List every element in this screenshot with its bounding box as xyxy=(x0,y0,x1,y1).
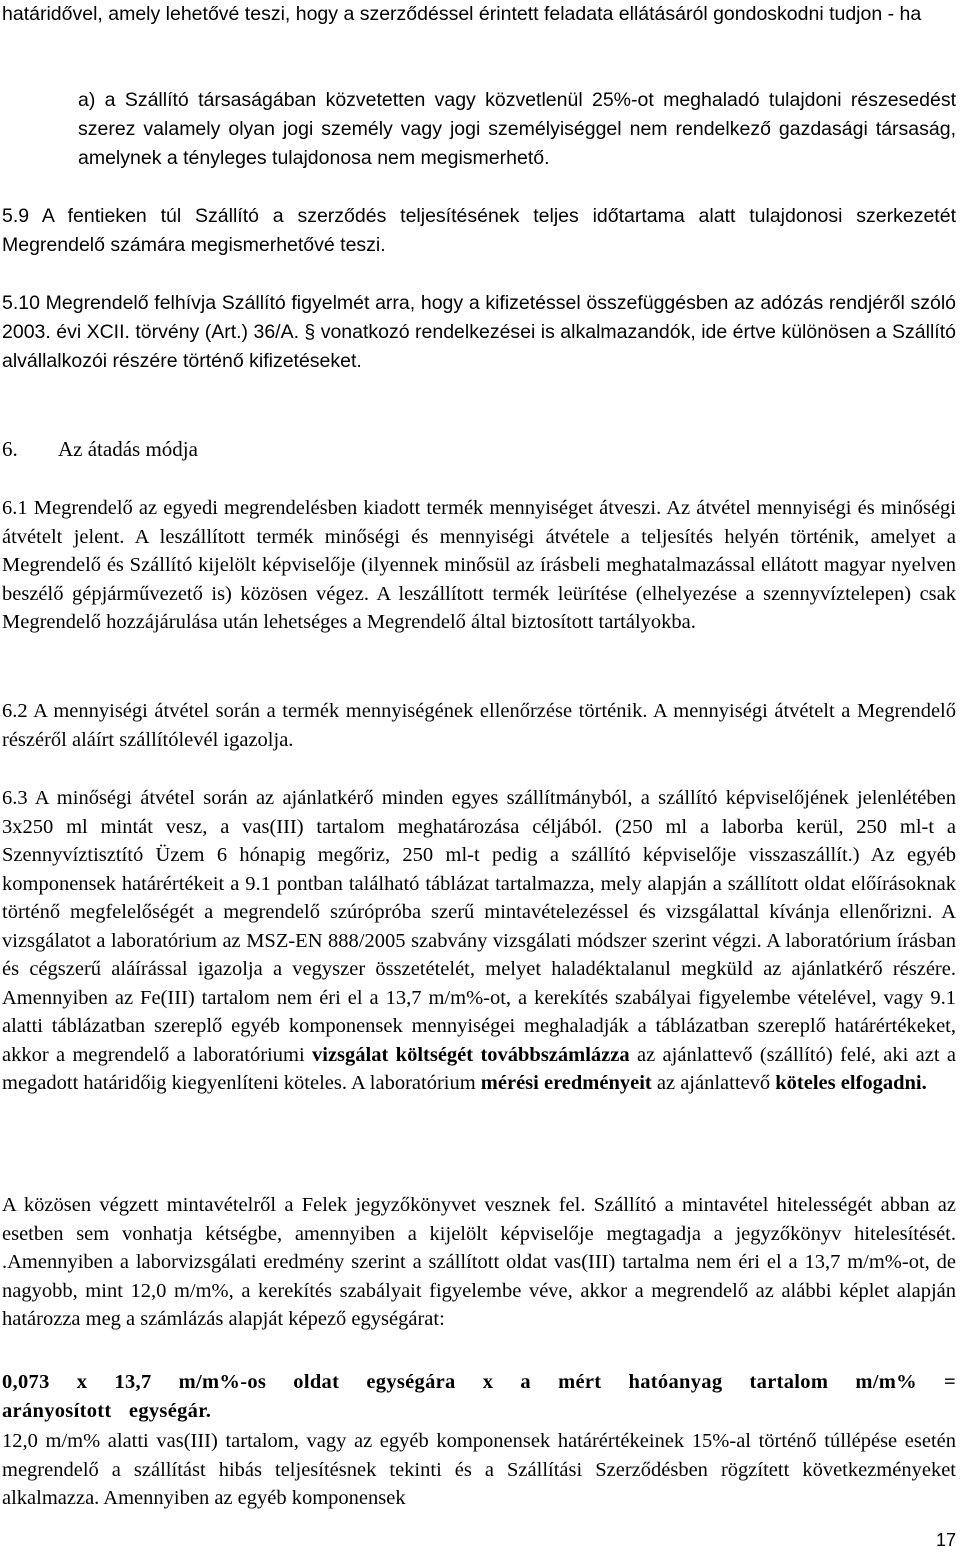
paragraph-5-9: 5.9 A fentieken túl Szállító a szerződés teljesítésének teljes időtartama alatt tulajdonosi szerkezetét Megrendelő számára megismerhetővé teszi. xyxy=(2,205,956,256)
paragraph-5-10: 5.10 Megrendelő felhívja Szállító figyelmét arra, hogy a kifizetéssel összefüggésben az adózás rendjéről szóló 2003. évi XCII. törvény (Art.) 36/A. § vonatkozó rendelkezései is alkalmazandók, ide értve különösen a Szállító alvállalkozói részére történő kifizetéseket. xyxy=(2,292,956,372)
paragraph-6-3-text-3: az ajánlattevő xyxy=(656,1072,771,1094)
paragraph-6-3-text-2: az ajánlattevő (szállító) felé, aki azt a megadott határidőig kiegyenlíteni köteles. A laboratórium xyxy=(2,1043,957,1094)
final-paragraph: 12,0 m/m% alatti vas(III) tartalom, vagy az egyéb komponensek határértékeinek 15%-al történő túllépése esetén megrendelő a szállítást hibás teljesítésnek tekinti és a Szállítási Szerződésben rögzített következményeket alkalmazza. Amennyiben az egyéb komponensek xyxy=(2,1430,956,1509)
section-heading xyxy=(2,435,956,464)
paragraph-6-3-bold-accept: köteles elfogadni. xyxy=(775,1072,927,1094)
paragraph-6-2: 6.2 A mennyiségi átvétel során a termék mennyiségének ellenőrzése történik. A mennyiségi átvételt a Megrendelő részéről aláírt szállítólevél igazolja. xyxy=(2,700,956,751)
intro-paragraph: határidővel, amely lehetővé teszi, hogy a szerződéssel érintett feladata ellátásáról gondoskodni tudjon - ha xyxy=(2,3,922,25)
paragraph-6-3 xyxy=(2,784,956,1098)
paragraph-6-3-text: 6.3 A minőségi átvétel során az ajánlatkérő minden egyes szállítmányból, a szállító képviselőjének jelenlétében 3x250 ml mintát vesz, a vas(III) tartalom meghatározása céljából. (250 ml a laborba kerül, 250 ml-t a Szennyvíztisztító Üzem 6 hónapig megőriz, 250 ml-t pedig a szállító képviselője visszaszállít.) Az egyéb komponensek határértékeit a 9.1 pontban található táblázat tartalmazza, mely alapján a szállított oldat előírásoknak történő megfelelőségét a megrendelő szúrópróba szerű mintavételezéssel és vizsgálattal kívánja ellenőrizni. A vizsgálatot a laboratórium az MSZ-EN 888/2005 szabvány vizsgálati módszer szerint végzi. A laboratórium írásban és cégszerű aláírással igazolja a vegyszer összetételét, melyet haladéktalanul megküld az ajánlatkérő részére. Amennyiben az Fe(III) tartalom nem éri el a 13,7 m/m%-ot, a kerekítés szabályai figyelembe vételével, vagy 9.1 alatti táblázatban szereplő egyéb komponensek mennyiségei meghaladják a táblázatban szereplő határértékeket, akkor a megrendelő a laboratóriumi xyxy=(2,787,956,1066)
paragraph-6-1: 6.1 Megrendelő az egyedi megrendelésben kiadott termék mennyiséget átveszi. Az átvétel mennyiségi és minőségi átvételt jelent. A leszállított termék minőségi és mennyiségi átvétele a teljesítés helyén történik, amelyet a Megrendelő és Szállító kijelölt képviselője (ilyennek minősül az írásbeli meghatalmazással ellátott magyar nyelven beszélő gépjárművezető is) közösen végez. A leszállított termék leürítése (elhelyezése a szennyvíztelepen) csak Megrendelő hozzájárulása után lehetséges a Megrendelő által biztosított tartályokba. xyxy=(2,497,956,633)
section-heading-title: Az átadás módja xyxy=(58,437,198,461)
item-a-paragraph: a) a Szállító társaságában közvetetten vagy közvetlenül 25%-ot meghaladó tulajdoni részesedést szerez valamely olyan jogi személy vagy jogi személyiséggel nem rendelkező gazdasági társaság, amelynek a tényleges tulajdonosa nem megismerhető. xyxy=(78,89,956,169)
paragraph-6-3-bold-cost: vizsgálat költségét továbbszámlázza xyxy=(312,1043,630,1066)
formula-paragraph: 0,073 x 13,7 m/m%-os oldat egységára x a mért hatóanyag tartalom m/m% = arányosított egységár. xyxy=(2,1371,956,1422)
page-number: 17 xyxy=(935,1530,956,1550)
paragraph-6-3-bold-results: mérési eredményeit xyxy=(480,1072,652,1094)
joint-sampling-paragraph: A közösen végzett mintavételről a Felek jegyzőkönyvet vesznek fel. Szállító a mintavétel hitelességét abban az esetben sem vonhatja kétségbe, amennyiben a kijelölt képviselője megtagadja a jegyzőkönyv hitelesítését. .Amennyiben a laborvizsgálati eredmény szerint a szállított oldat vas(III) tartalma nem éri el a 13,7 m/m%-ot, de nagyobb, mint 12,0 m/m%, a kerekítés szabályait figyelembe véve, akkor a megrendelő az alábbi képlet alapján határozza meg a számlázás alapját képező egységárat: xyxy=(2,1194,956,1330)
section-heading-number: 6. xyxy=(2,437,18,461)
